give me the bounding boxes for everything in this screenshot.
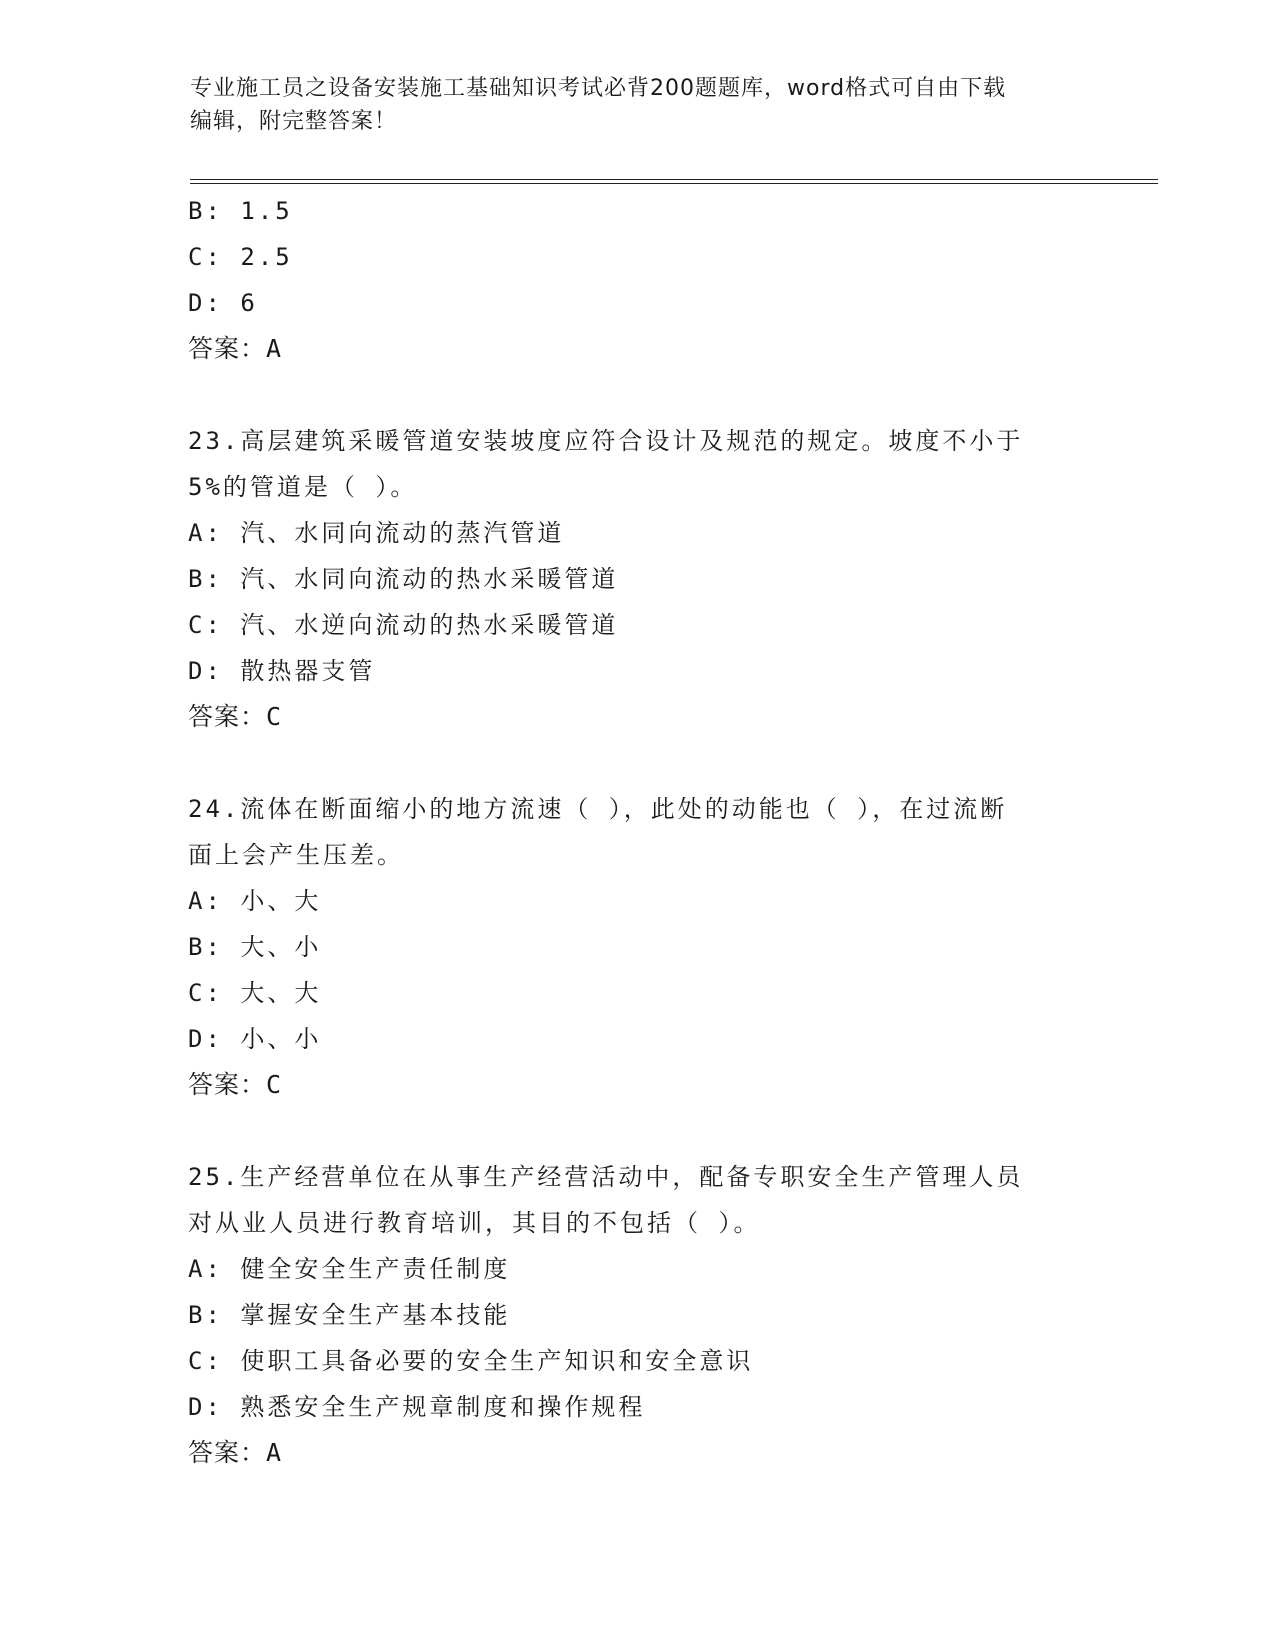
answer-label: 答案：: [188, 1070, 267, 1099]
option-c: C: 大、大: [188, 979, 322, 1007]
question-list: [188, 188, 1088, 1476]
question-stem-line: 对从业人员进行教育培训，其目的不包括（ ）。: [188, 1209, 761, 1237]
question-stem-line: 5%的管道是（ ）。: [188, 473, 418, 501]
option-d: D: 熟悉安全生产规章制度和操作规程: [188, 1393, 646, 1421]
option-c: C: 2.5: [188, 243, 293, 271]
question-spacer: [188, 1108, 1088, 1154]
option-a: A: 汽、水同向流动的蒸汽管道: [188, 519, 565, 547]
answer-value: A: [266, 1438, 282, 1467]
answer-value: C: [266, 702, 282, 731]
question-stem-line: 24.流体在断面缩小的地方流速（ ），此处的动能也（ ），在过流断: [188, 795, 1008, 823]
answer-label: 答案：: [188, 334, 267, 363]
option-b: B: 大、小: [188, 933, 322, 961]
answer-line: [188, 326, 1088, 372]
question-24: [188, 786, 1088, 1108]
question-stem-line: 25.生产经营单位在从事生产经营活动中，配备专职安全生产管理人员: [188, 1163, 1024, 1191]
option-d: D: 小、小: [188, 1025, 322, 1053]
question-stem-line: 23.高层建筑采暖管道安装坡度应符合设计及规范的规定。坡度不小于: [188, 427, 1024, 455]
option-d: D: 6: [188, 289, 258, 317]
answer-label: 答案：: [188, 702, 267, 731]
answer-value: C: [266, 1070, 282, 1099]
question-23: [188, 418, 1088, 740]
document-header: [190, 72, 1090, 138]
option-c: C: 使职工具备必要的安全生产知识和安全意识: [188, 1347, 754, 1375]
option-a: A: 健全安全生产责任制度: [188, 1255, 511, 1283]
option-a: A: 小、大: [188, 887, 322, 915]
answer-line: [188, 1430, 1088, 1476]
header-divider-bottom: [190, 183, 1158, 184]
question-continued: [188, 188, 1088, 372]
header-title-line-2: 编辑，附完整答案！: [190, 109, 398, 134]
option-d: D: 散热器支管: [188, 657, 376, 685]
option-b: B: 掌握安全生产基本技能: [188, 1301, 511, 1329]
header-divider-top: [190, 179, 1158, 180]
answer-line: [188, 694, 1088, 740]
answer-label: 答案：: [188, 1438, 267, 1467]
question-spacer: [188, 372, 1088, 418]
question-spacer: [188, 740, 1088, 786]
answer-line: [188, 1062, 1088, 1108]
question-stem-line: 面上会产生压差。: [188, 841, 404, 869]
question-25: [188, 1154, 1088, 1476]
option-b: B: 1.5: [188, 197, 293, 225]
option-c: C: 汽、水逆向流动的热水采暖管道: [188, 611, 619, 639]
answer-value: A: [266, 334, 282, 363]
header-title-line-1: 专业施工员之设备安装施工基础知识考试必背200题题库，word格式可自由下载: [190, 76, 1007, 101]
option-b: B: 汽、水同向流动的热水采暖管道: [188, 565, 619, 593]
